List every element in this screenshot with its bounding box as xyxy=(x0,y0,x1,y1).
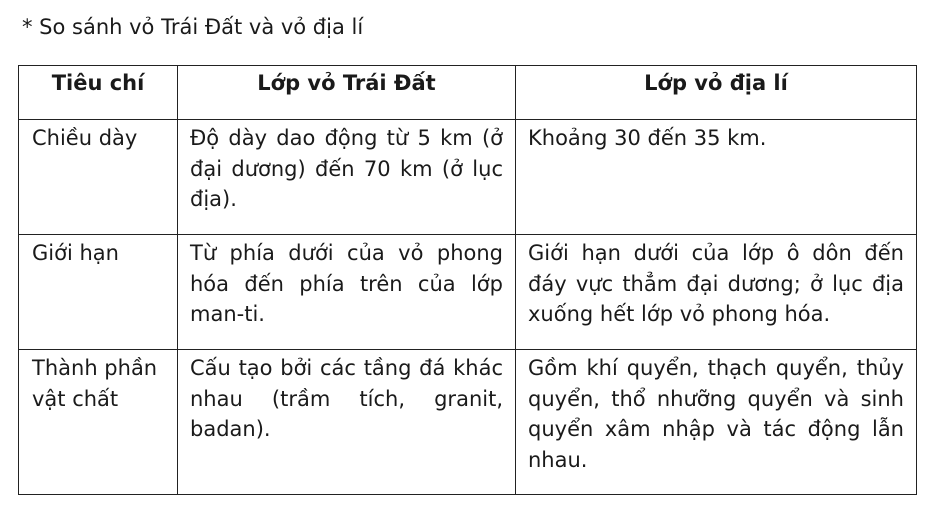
earth-crust-cell: Cấu tạo bởi các tầng đá khác nhau (trầm tích, granit, badan). xyxy=(178,350,516,495)
table-row xyxy=(19,235,917,350)
geographic-shell-cell: Khoảng 30 đến 35 km. xyxy=(516,120,917,235)
geographic-shell-cell: Giới hạn dưới của lớp ô dôn đến đáy vực thẳm đại dương; ở lục địa xuống hết lớp vỏ phong hóa. xyxy=(516,235,917,350)
earth-crust-cell: Từ phía dưới của vỏ phong hóa đến phía trên của lớp man-ti. xyxy=(178,235,516,350)
geographic-shell-cell: Gồm khí quyển, thạch quyển, thủy quyển, thổ nhưỡng quyển và sinh quyển xâm nhập và tác động lẫn nhau. xyxy=(516,350,917,495)
criterion-cell: Thành phần vật chất xyxy=(19,350,178,495)
table-header-row xyxy=(19,66,917,120)
comparison-table xyxy=(18,65,917,495)
earth-crust-cell: Độ dày dao động từ 5 km (ở đại dương) đến 70 km (ở lục địa). xyxy=(178,120,516,235)
header-criterion: Tiêu chí xyxy=(19,66,178,120)
page-heading: * So sánh vỏ Trái Đất và vỏ địa lí xyxy=(22,15,364,39)
table-row xyxy=(19,350,917,495)
table-row xyxy=(19,120,917,235)
criterion-cell: Giới hạn xyxy=(19,235,178,350)
criterion-cell: Chiều dày xyxy=(19,120,178,235)
header-earth-crust: Lớp vỏ Trái Đất xyxy=(178,66,516,120)
header-geographic-shell: Lớp vỏ địa lí xyxy=(516,66,917,120)
